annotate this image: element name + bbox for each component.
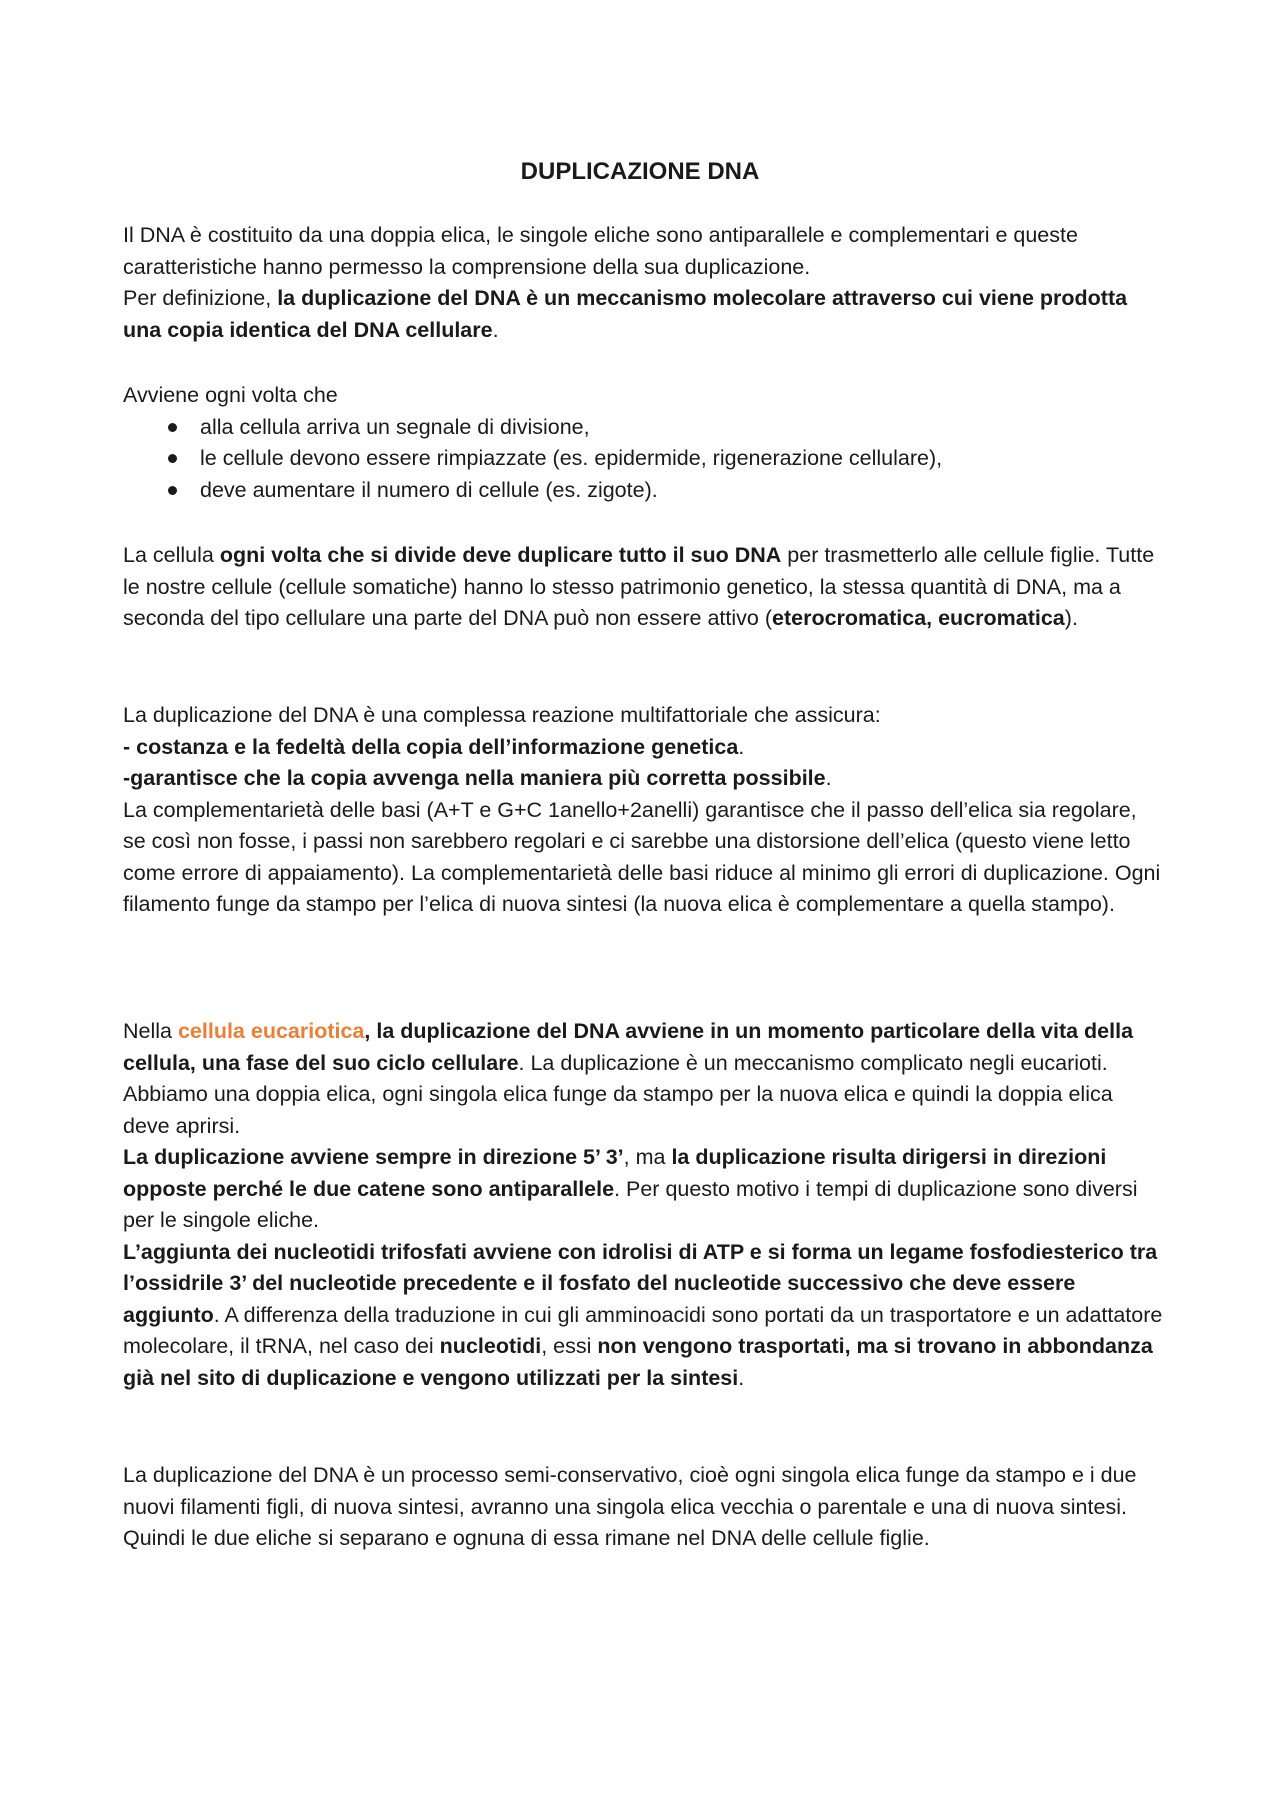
paragraph-semiconservative bbox=[123, 1460, 1163, 1555]
text: Per definizione, bbox=[123, 286, 278, 310]
bold-text: la duplicazione del DNA è un meccanismo molecolare attraverso cui viene prodotta una copia identica del DNA cellulare bbox=[123, 286, 1128, 342]
text: . bbox=[738, 1365, 745, 1390]
text: . bbox=[492, 317, 499, 342]
bold-text: ogni volta che si divide deve duplicare tutto il suo DNA bbox=[219, 543, 782, 567]
bold-text: , la duplicazione del DNA avviene in un momento particolare della vita della cellula, una fase del suo ciclo cellulare bbox=[123, 1019, 1134, 1075]
bold-text: - costanza e la fedeltà della copia dell’informazione genetica bbox=[123, 734, 739, 759]
text: . La duplicazione è un meccanismo complicato negli eucarioti. Abbiamo una doppia elica, ogni singola elica funge da stampo per la nuova elica e quindi la doppia elica deve aprirsi. bbox=[123, 1050, 1113, 1138]
text: La cellula bbox=[123, 543, 220, 567]
highlight-text: cellula eucariotica bbox=[177, 1019, 365, 1043]
text: , essi bbox=[541, 1334, 598, 1358]
text: . bbox=[738, 734, 745, 759]
paragraph-cell-division bbox=[123, 540, 1163, 635]
text: Nella bbox=[123, 1019, 178, 1043]
bold-text: L’aggiunta dei nucleotidi trifosfati avviene con idrolisi di ATP e si forma un legame fosfodiesterico tra l’ossidrile 3’ del nucleotide precedente e il fosfato del nucleotide successivo che deve essere aggiunto bbox=[123, 1239, 1158, 1327]
text: per trasmetterlo alle cellule figlie. Tutte le nostre cellule (cellule somatiche) hanno lo stesso patrimonio genetico, la stessa quantità di DNA, ma a seconda del tipo cellulare una parte del DNA può non essere attivo ( bbox=[123, 543, 1155, 630]
list-intro: Avviene ogni volta che bbox=[123, 383, 338, 407]
text: ). bbox=[1064, 606, 1078, 630]
bold-text: la duplicazione risulta dirigersi in direzioni opposte perché le due catene sono antiparallele bbox=[123, 1145, 1107, 1201]
text: . bbox=[825, 766, 832, 790]
list-item: deve aumentare il numero di cellule (es. zigote). bbox=[123, 475, 1163, 507]
page-title: DUPLICAZIONE DNA bbox=[520, 158, 760, 185]
text: La duplicazione del DNA è un processo semi-conservativo, cioè ogni singola elica funge da stampo e i due nuovi filamenti figli, di nuova sintesi, avranno una singola elica vecchia o parentale e una di nuova sintesi. Quindi le due eliche si separano e ognuna di essa rimane nel DNA delle cellule figlie. bbox=[123, 1463, 1137, 1550]
text: La duplicazione del DNA è una complessa reazione multifattoriale che assicura: bbox=[123, 703, 881, 727]
text: . Per questo motivo i tempi di duplicazione sono diversi per le singole eliche. bbox=[123, 1176, 1138, 1232]
bold-text: non vengono trasportati, ma si trovano in abbondanza già nel sito di duplicazione e vengono utilizzati per la sintesi bbox=[123, 1334, 1153, 1390]
paragraph-fidelity bbox=[123, 700, 1163, 921]
list-item: alla cellula arriva un segnale di divisione, bbox=[123, 412, 1163, 444]
text: La complementarietà delle basi (A+T e G+C 1anello+2anelli) garantisce che il passo dell’elica sia regolare, se così non fosse, i passi non sarebbero regolari e ci sarebbe una distorsione dell’elica (questo viene letto come errore di appaiamento). La complementarietà delle basi riduce al minimo gli errori di duplicazione. Ogni filamento funge da stampo per l’elica di nuova sintesi (la nuova elica è complementare a quella stampo). bbox=[123, 797, 1161, 916]
text: , ma bbox=[623, 1145, 672, 1169]
bold-text: La duplicazione avviene sempre in direzione 5’ 3’ bbox=[123, 1145, 624, 1169]
bold-text: eterocromatica, eucromatica bbox=[772, 606, 1065, 630]
paragraph-eukaryotic bbox=[123, 1016, 1163, 1394]
bold-text: nucleotidi bbox=[439, 1334, 542, 1358]
text: Il DNA è costituito da una doppia elica, le singole eliche sono antiparallele e complementari e queste caratteristiche hanno permesso la comprensione della sua duplicazione. bbox=[123, 223, 1078, 279]
bullet-list bbox=[123, 412, 1163, 507]
paragraph-occurrence bbox=[123, 380, 1163, 506]
paragraph-definition bbox=[123, 220, 1163, 346]
list-item: le cellule devono essere rimpiazzate (es. epidermide, rigenerazione cellulare), bbox=[123, 443, 1163, 475]
text: . A differenza della traduzione in cui gli amminoacidi sono portati da un trasportatore e un adattatore molecolare, il tRNA, nel caso dei bbox=[123, 1302, 1163, 1358]
bold-text: -garantisce che la copia avvenga nella maniera più corretta possibile bbox=[123, 766, 826, 790]
